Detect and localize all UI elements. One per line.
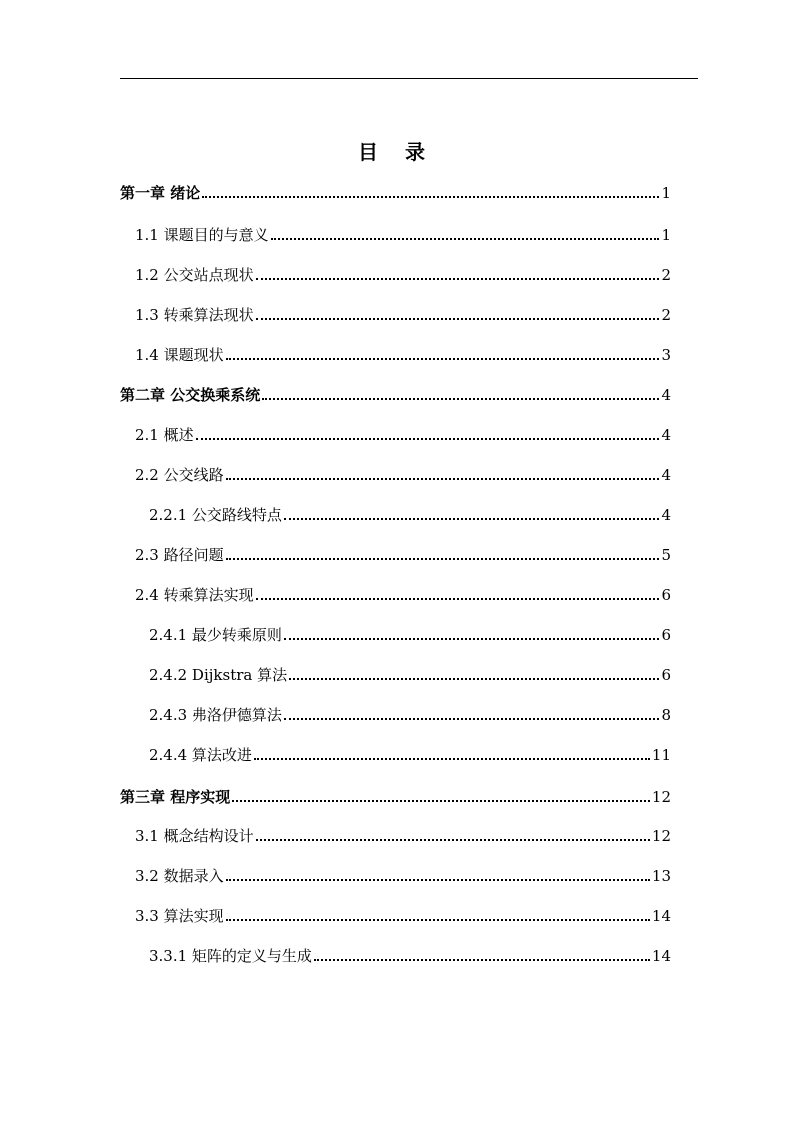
toc-page-number: 14 [651, 907, 671, 925]
toc-entry-label: 3.3.1 矩阵的定义与生成 [149, 947, 312, 965]
toc-entry-label: 2.2.1 公交路线特点 [149, 506, 282, 524]
toc-page-number: 4 [661, 386, 671, 404]
toc-entry-chapter-1[interactable] [120, 179, 671, 203]
toc-entry-label: 2.4.1 最少转乘原则 [149, 626, 282, 644]
dot-leader [314, 959, 650, 961]
dot-leader [202, 196, 659, 198]
dot-leader [226, 879, 650, 881]
toc-entry-label: 3.2 数据录入 [135, 867, 224, 885]
toc-entry-2-4[interactable] [135, 581, 671, 605]
toc-entry-label: 2.1 概述 [135, 426, 194, 444]
dot-leader [196, 438, 660, 440]
dot-leader [256, 278, 660, 280]
toc-page-number: 2 [661, 266, 671, 284]
toc-entry-label: 2.4.3 弗洛伊德算法 [149, 706, 282, 724]
toc-entry-1-4[interactable] [135, 341, 671, 365]
toc-entry-2-4-1[interactable] [149, 621, 671, 645]
page-title: 目 录 [358, 140, 435, 164]
dot-leader [226, 478, 660, 480]
dot-leader [284, 518, 660, 520]
toc-entry-label: 3.1 概念结构设计 [135, 827, 254, 845]
toc-entry-label: 2.4.2 Dijkstra 算法 [149, 666, 288, 684]
dot-leader [284, 638, 660, 640]
toc-entry-label: 3.3 算法实现 [135, 907, 224, 925]
toc-entry-label: 2.4 转乘算法实现 [135, 586, 254, 604]
dot-leader [256, 839, 650, 841]
toc-entry-label: 第一章 绪论 [120, 184, 201, 202]
toc-page-number: 6 [661, 626, 671, 644]
toc-page-number: 1 [661, 184, 671, 202]
toc-entry-2-4-4[interactable] [149, 741, 671, 765]
dot-leader [256, 598, 660, 600]
dot-leader [256, 318, 660, 320]
toc-entry-2-3[interactable] [135, 541, 671, 565]
toc-page-number: 8 [661, 706, 671, 724]
toc-page-number: 6 [661, 586, 671, 604]
toc-entry-3-2[interactable] [135, 862, 671, 886]
toc-entry-label: 1.3 转乘算法现状 [135, 306, 254, 324]
toc-entry-label: 1.4 课题现状 [135, 346, 224, 364]
dot-leader [232, 800, 650, 802]
dot-leader [289, 678, 659, 680]
toc-entry-2-2-1[interactable] [149, 501, 671, 525]
toc-entry-2-2[interactable] [135, 461, 671, 485]
toc-entry-2-4-2[interactable] [149, 661, 671, 685]
toc-page-number: 14 [651, 947, 671, 965]
toc-entry-1-1[interactable] [135, 221, 671, 245]
toc-entry-2-4-3[interactable] [149, 701, 671, 725]
toc-page-number: 4 [661, 506, 671, 524]
toc-entry-chapter-3[interactable] [120, 783, 671, 807]
toc-page-number: 3 [661, 346, 671, 364]
toc-entry-label: 2.4.4 算法改进 [149, 746, 252, 764]
toc-page-number: 4 [661, 466, 671, 484]
toc-entry-1-3[interactable] [135, 301, 671, 325]
toc-page-number: 1 [661, 226, 671, 244]
toc-page-number: 2 [661, 306, 671, 324]
dot-leader [284, 718, 660, 720]
toc-entry-label: 2.2 公交线路 [135, 466, 224, 484]
toc-entry-label: 1.1 课题目的与意义 [135, 226, 269, 244]
toc-page-number: 6 [661, 666, 671, 684]
dot-leader [262, 398, 659, 400]
toc-entry-1-2[interactable] [135, 261, 671, 285]
dot-leader [226, 919, 650, 921]
toc-entry-3-1[interactable] [135, 822, 671, 846]
dot-leader [271, 238, 660, 240]
toc-entry-label: 第二章 公交换乘系统 [120, 386, 261, 404]
toc-page-number: 13 [651, 867, 671, 885]
toc-entry-3-3[interactable] [135, 902, 671, 926]
dot-leader [254, 758, 650, 760]
toc-entry-2-1[interactable] [135, 421, 671, 445]
dot-leader [226, 358, 660, 360]
toc-page-number: 12 [651, 827, 671, 845]
toc-entry-label: 第三章 程序实现 [120, 788, 231, 806]
toc-entry-chapter-2[interactable] [120, 381, 671, 405]
toc-page-number: 12 [651, 788, 671, 806]
toc-page-number: 4 [661, 426, 671, 444]
toc-entry-label: 2.3 路径问题 [135, 546, 224, 564]
toc-entry-3-3-1[interactable] [149, 942, 671, 966]
toc-entry-label: 1.2 公交站点现状 [135, 266, 254, 284]
toc-page-number: 11 [651, 746, 671, 764]
dot-leader [226, 558, 660, 560]
toc-page-number: 5 [661, 546, 671, 564]
